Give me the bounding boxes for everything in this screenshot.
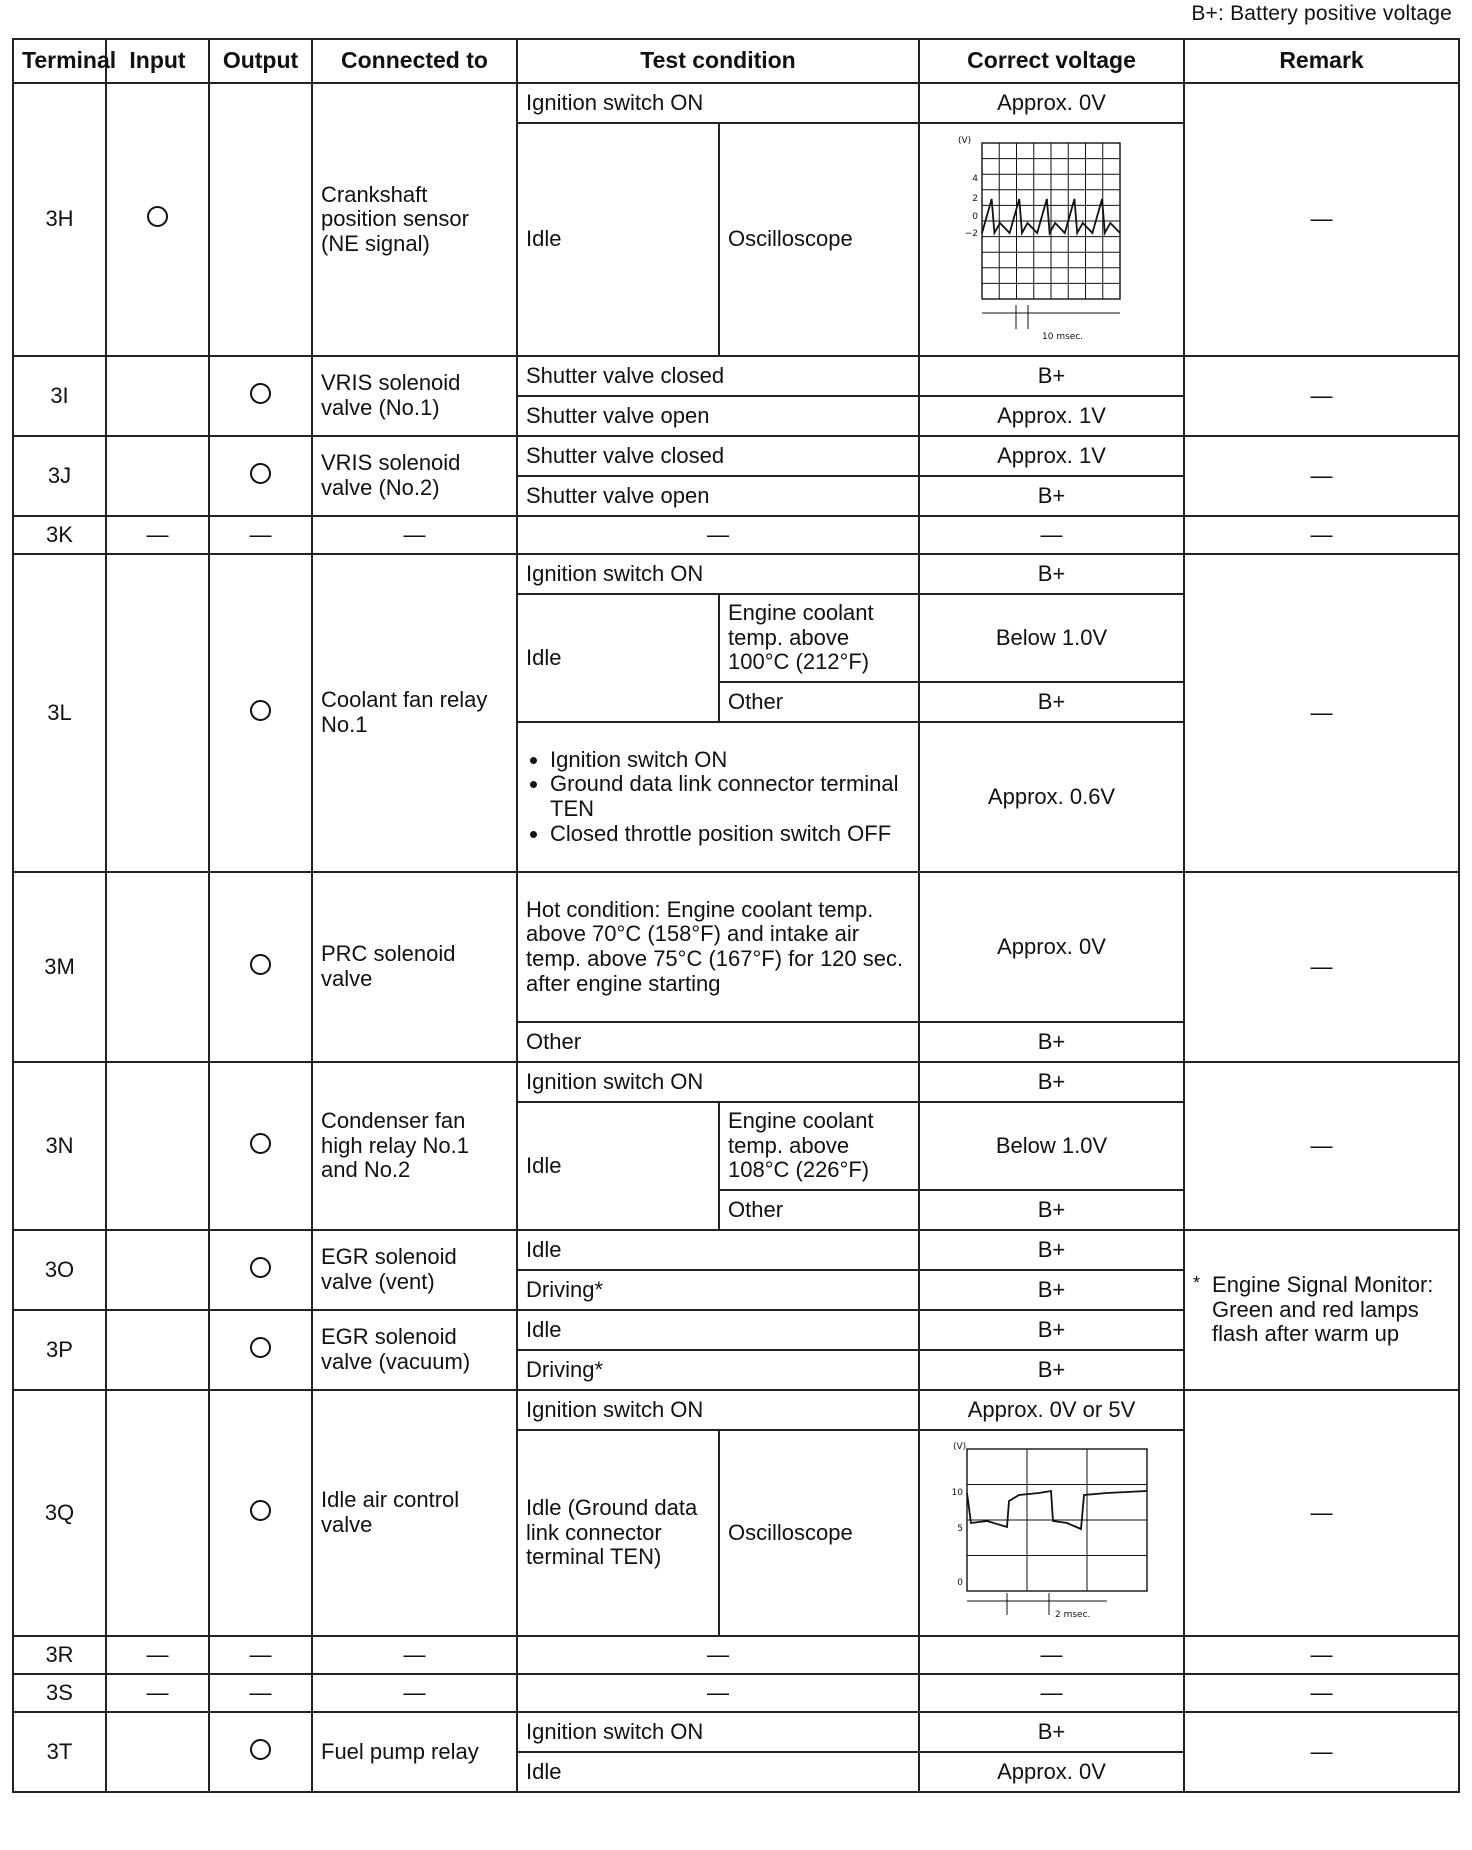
- condition-list-item: • Closed throttle position switch OFF: [550, 822, 910, 847]
- condition-3i-1: Shutter valve closed: [517, 356, 919, 396]
- connected-3q: Idle air control valve: [312, 1390, 517, 1636]
- output-mark-icon: [250, 1257, 271, 1278]
- voltage-3q-1: Approx. 0V or 5V: [919, 1390, 1184, 1430]
- voltage-3p-1: B+: [919, 1310, 1184, 1350]
- y-tick-label: 0: [971, 211, 978, 222]
- connected-3t: Fuel pump relay: [312, 1712, 517, 1792]
- input-3p: [106, 1310, 209, 1390]
- connected-3j: VRIS solenoid valve (No.2): [312, 436, 517, 516]
- voltage-3o-1: B+: [919, 1230, 1184, 1270]
- header-row: [13, 39, 1459, 83]
- battery-voltage-note: B+: Battery positive voltage: [1191, 2, 1452, 25]
- terminal-3n: 3N: [13, 1062, 106, 1230]
- condition-list-item: • Ignition switch ON: [550, 748, 910, 773]
- condition-3n-sub-1: Engine coolant temp. above 108°C (226°F): [719, 1102, 919, 1190]
- condition-3n-idle: Idle: [517, 1102, 719, 1230]
- row-3t: [13, 1712, 1459, 1752]
- header-correct-voltage: Correct voltage: [919, 39, 1184, 83]
- terminal-3s: 3S: [13, 1674, 106, 1712]
- header-test-condition: Test condition: [517, 39, 919, 83]
- time-scale-label: 10 msec.: [1041, 331, 1083, 342]
- waveform-grid: [982, 143, 1120, 299]
- row-3i: [13, 356, 1459, 396]
- condition-3m-2: Other: [517, 1022, 919, 1062]
- oscilloscope-3h: [919, 123, 1184, 356]
- connected-3o: EGR solenoid valve (vent): [312, 1230, 517, 1310]
- y-tick-label: 4: [971, 173, 978, 184]
- waveform-grid: [967, 1449, 1147, 1591]
- connected-3p: EGR solenoid valve (vacuum): [312, 1310, 517, 1390]
- remark-3n: —: [1184, 1062, 1459, 1230]
- voltage-3m-2: B+: [919, 1022, 1184, 1062]
- remark-3j: —: [1184, 436, 1459, 516]
- condition-3i-2: Shutter valve open: [517, 396, 919, 436]
- voltage-3n-1: B+: [919, 1062, 1184, 1102]
- ne-signal-waveform: [952, 129, 1152, 351]
- voltage-3i-1: B+: [919, 356, 1184, 396]
- condition-3l-bullets: [517, 722, 919, 872]
- waveform-unit-label: (V): [957, 135, 971, 146]
- output-mark-icon: [250, 1500, 271, 1521]
- condition-3l-idle: Idle: [517, 594, 719, 722]
- engine-signal-note: [1193, 1273, 1450, 1347]
- y-tick-label: 10: [951, 1488, 963, 1498]
- output-3o: [209, 1230, 312, 1310]
- voltage-3j-1: Approx. 1V: [919, 436, 1184, 476]
- remark-3s: —: [1184, 1674, 1459, 1712]
- voltage-3p-2: B+: [919, 1350, 1184, 1390]
- output-3l: [209, 554, 312, 872]
- output-3q: [209, 1390, 312, 1636]
- voltage-3s: —: [919, 1674, 1184, 1712]
- condition-3o-1: Idle: [517, 1230, 919, 1270]
- connected-3r: —: [312, 1636, 517, 1674]
- condition-3q-1: Ignition switch ON: [517, 1390, 919, 1430]
- y-tick-label: −2: [964, 228, 978, 239]
- row-3j: [13, 436, 1459, 476]
- connected-3k: —: [312, 516, 517, 554]
- output-mark-icon: [250, 1337, 271, 1358]
- output-mark-icon: [250, 954, 271, 975]
- voltage-3o-2: B+: [919, 1270, 1184, 1310]
- voltage-3r: —: [919, 1636, 1184, 1674]
- connected-3h: Crankshaft position sensor (NE signal): [312, 83, 517, 356]
- terminal-3l: 3L: [13, 554, 106, 872]
- condition-3t-2: Idle: [517, 1752, 919, 1792]
- output-3s: —: [209, 1674, 312, 1712]
- condition-list-item: • Ground data link connector terminal TEN: [550, 772, 910, 821]
- condition-3j-1: Shutter valve closed: [517, 436, 919, 476]
- input-3s: —: [106, 1674, 209, 1712]
- header-terminal: Terminal: [13, 39, 106, 83]
- input-3h: [106, 83, 209, 356]
- condition-3p-1: Idle: [517, 1310, 919, 1350]
- remark-3h: —: [1184, 83, 1459, 356]
- output-3i: [209, 356, 312, 436]
- terminal-3i: 3I: [13, 356, 106, 436]
- output-3t: [209, 1712, 312, 1792]
- output-3h: [209, 83, 312, 356]
- terminal-voltage-table: [12, 38, 1460, 1793]
- remark-3m: —: [1184, 872, 1459, 1062]
- condition-3j-2: Shutter valve open: [517, 476, 919, 516]
- terminal-3t: 3T: [13, 1712, 106, 1792]
- row-3m: [13, 872, 1459, 1022]
- voltage-3t-2: Approx. 0V: [919, 1752, 1184, 1792]
- output-mark-icon: [250, 700, 271, 721]
- output-3r: —: [209, 1636, 312, 1674]
- waveform-trace: [967, 1491, 1147, 1529]
- condition-3p-2: Driving*: [517, 1350, 919, 1390]
- condition-3l-1: Ignition switch ON: [517, 554, 919, 594]
- header-output: Output: [209, 39, 312, 83]
- input-3t: [106, 1712, 209, 1792]
- condition-3h-2: Idle: [517, 123, 719, 356]
- output-mark-icon: [250, 1739, 271, 1760]
- remark-3i: —: [1184, 356, 1459, 436]
- remark-3q: —: [1184, 1390, 1459, 1636]
- terminal-3m: 3M: [13, 872, 106, 1062]
- header-remark: Remark: [1184, 39, 1459, 83]
- connected-3n: Condenser fan high relay No.1 and No.2: [312, 1062, 517, 1230]
- terminal-3j: 3J: [13, 436, 106, 516]
- condition-3s: —: [517, 1674, 919, 1712]
- voltage-3i-2: Approx. 1V: [919, 396, 1184, 436]
- time-scale-label: 2 msec.: [1054, 1610, 1090, 1620]
- output-3m: [209, 872, 312, 1062]
- terminal-3q: 3Q: [13, 1390, 106, 1636]
- input-3m: [106, 872, 209, 1062]
- output-mark-icon: [250, 1133, 271, 1154]
- connected-3m: PRC solenoid valve: [312, 872, 517, 1062]
- output-3n: [209, 1062, 312, 1230]
- condition-3q-2: Idle (Ground data link connector terminal TEN): [517, 1430, 719, 1636]
- condition-3o-2: Driving*: [517, 1270, 919, 1310]
- row-3n: [13, 1062, 1459, 1102]
- condition-3l-sub-1: Engine coolant temp. above 100°C (212°F): [719, 594, 919, 682]
- terminal-3p: 3P: [13, 1310, 106, 1390]
- input-3i: [106, 356, 209, 436]
- condition-3h-2-sub: Oscilloscope: [719, 123, 919, 356]
- header-connected-to: Connected to: [312, 39, 517, 83]
- voltage-3k: —: [919, 516, 1184, 554]
- condition-3l-sub-2: Other: [719, 682, 919, 722]
- footnote-text: Engine Signal Monitor: Green and red lamps flash after warm up: [1212, 1272, 1434, 1347]
- connected-3s: —: [312, 1674, 517, 1712]
- waveform-unit-label: (V): [952, 1442, 966, 1452]
- condition-3q-2-sub: Oscilloscope: [719, 1430, 919, 1636]
- y-tick-label: 0: [956, 1578, 963, 1588]
- input-3o: [106, 1230, 209, 1310]
- connected-3i: VRIS solenoid valve (No.1): [312, 356, 517, 436]
- voltage-3j-2: B+: [919, 476, 1184, 516]
- row-3h: [13, 83, 1459, 123]
- row-3s: [13, 1674, 1459, 1712]
- input-3k: —: [106, 516, 209, 554]
- condition-3t-1: Ignition switch ON: [517, 1712, 919, 1752]
- condition-list: [526, 748, 910, 847]
- footnote-mark: *: [1193, 1273, 1201, 1294]
- remark-3r: —: [1184, 1636, 1459, 1674]
- input-3j: [106, 436, 209, 516]
- input-3n: [106, 1062, 209, 1230]
- remark-3o-3p: [1184, 1230, 1459, 1390]
- voltage-3l-sub-1: Below 1.0V: [919, 594, 1184, 682]
- output-3p: [209, 1310, 312, 1390]
- row-3r: [13, 1636, 1459, 1674]
- row-3l: [13, 554, 1459, 594]
- condition-3n-1: Ignition switch ON: [517, 1062, 919, 1102]
- voltage-3n-sub-2: B+: [919, 1190, 1184, 1230]
- oscilloscope-3q: [919, 1430, 1184, 1636]
- remark-3l: —: [1184, 554, 1459, 872]
- row-3q: [13, 1390, 1459, 1430]
- terminal-3r: 3R: [13, 1636, 106, 1674]
- row-3k: [13, 516, 1459, 554]
- voltage-3m-1: Approx. 0V: [919, 872, 1184, 1022]
- voltage-3l-sub-2: B+: [919, 682, 1184, 722]
- idle-air-control-waveform: [947, 1435, 1157, 1631]
- input-mark-icon: [147, 206, 168, 227]
- waveform-y-ticks: [964, 174, 978, 239]
- output-3j: [209, 436, 312, 516]
- condition-3h-1: Ignition switch ON: [517, 83, 919, 123]
- condition-3m-1: Hot condition: Engine coolant temp. above 70°C (158°F) and intake air temp. above 75°C (167°F) for 120 sec. after engine starting: [517, 872, 919, 1022]
- waveform-y-ticks: [951, 1488, 963, 1588]
- condition-3k: —: [517, 516, 919, 554]
- condition-3n-sub-2: Other: [719, 1190, 919, 1230]
- row-3o: [13, 1230, 1459, 1270]
- remark-3k: —: [1184, 516, 1459, 554]
- y-tick-label: 5: [956, 1524, 963, 1534]
- terminal-3o: 3O: [13, 1230, 106, 1310]
- input-3q: [106, 1390, 209, 1636]
- terminal-3h: 3H: [13, 83, 106, 356]
- voltage-3l-bullets: Approx. 0.6V: [919, 722, 1184, 872]
- input-3l: [106, 554, 209, 872]
- output-mark-icon: [250, 383, 271, 404]
- remark-3t: —: [1184, 1712, 1459, 1792]
- condition-3r: —: [517, 1636, 919, 1674]
- output-mark-icon: [250, 463, 271, 484]
- voltage-3n-sub-1: Below 1.0V: [919, 1102, 1184, 1190]
- output-3k: —: [209, 516, 312, 554]
- terminal-3k: 3K: [13, 516, 106, 554]
- voltage-3l-1: B+: [919, 554, 1184, 594]
- header-input: Input: [106, 39, 209, 83]
- voltage-3t-1: B+: [919, 1712, 1184, 1752]
- connected-3l: Coolant fan relay No.1: [312, 554, 517, 872]
- y-tick-label: 2: [971, 193, 978, 204]
- input-3r: —: [106, 1636, 209, 1674]
- voltage-3h-1: Approx. 0V: [919, 83, 1184, 123]
